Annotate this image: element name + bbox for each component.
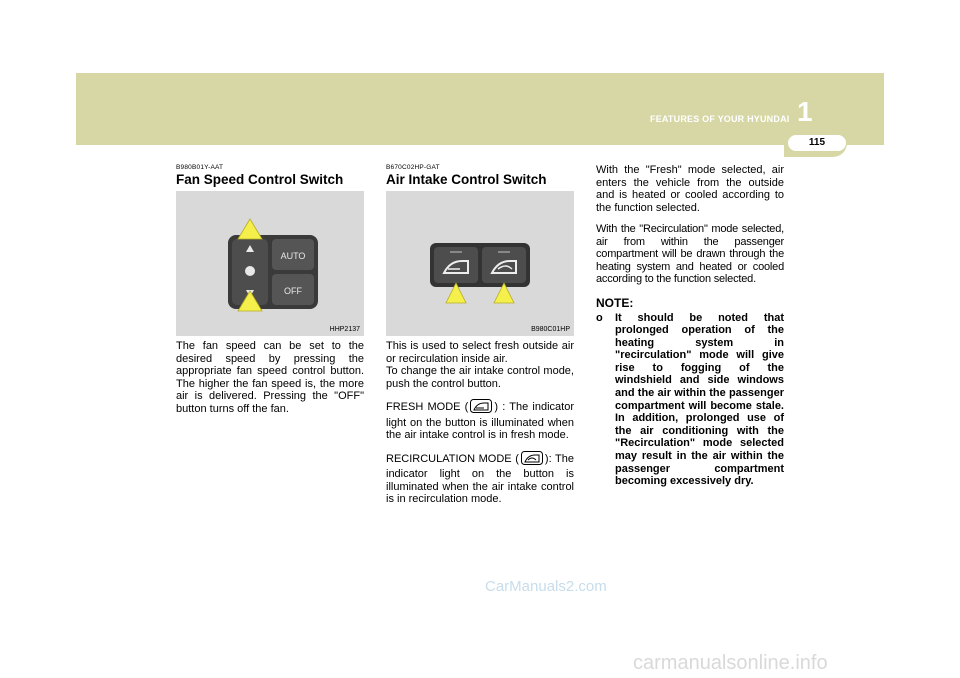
fresh-mode-description: ) : The indicator light on the button is illuminated when the air intake control is in fresh mode.	[386, 401, 574, 441]
header-band	[76, 73, 884, 145]
air-intake-panel-illustration	[386, 191, 574, 336]
watermark-carmanuals2: CarManuals2.com	[485, 578, 607, 595]
note-bullet: o	[596, 311, 603, 324]
section-code: B670C02HP-GAT	[386, 164, 440, 171]
note-heading: NOTE:	[596, 295, 634, 310]
watermark-carmanualsonline: carmanualsonline.info	[633, 652, 828, 674]
figure-label: B980C01HP	[531, 326, 570, 333]
fresh-explanation-paragraph: With the "Fresh" mode selected, air enters the vehicle from the outside and is heated or cooled according to the function selected.	[596, 164, 784, 214]
section-title: FEATURES OF YOUR HYUNDAI	[650, 114, 790, 124]
recirc-mode-label: RECIRCULATION MODE (	[386, 452, 519, 465]
note-item	[596, 312, 784, 488]
fan-speed-paragraph: The fan speed can be set to the desired speed by pressing the appropriate fan speed control button. The higher the fan speed is, the more air is delivered. Pressing the "OFF" button turns off the fan.	[176, 340, 364, 415]
recirc-mode-description: ): The indicator light on the button is illuminated when the air intake control is in recirculation mode.	[386, 452, 574, 505]
recirc-mode-paragraph	[386, 451, 574, 506]
recirculation-icon	[521, 451, 543, 469]
column-air-intake	[386, 164, 574, 506]
section-code: B980B01Y-AAT	[176, 164, 224, 171]
fan-control-panel-illustration	[176, 191, 364, 336]
fresh-mode-paragraph	[386, 399, 574, 442]
recirc-explanation-paragraph: With the "Recirculation" mode selected, air from within the passenger compartment will be drawn through the heating system and heated or cooled according to the function selected.	[596, 223, 784, 285]
page-number: 115	[788, 135, 846, 151]
auto-button-label: AUTO	[280, 251, 306, 261]
air-intake-figure	[386, 191, 574, 336]
fresh-mode-label: FRESH MODE (	[386, 401, 469, 413]
instruction-paragraph: To change the air intake control mode, push the control button.	[386, 365, 574, 390]
section-heading: Fan Speed Control Switch	[176, 172, 344, 187]
column-notes	[596, 164, 784, 488]
fan-speed-figure	[176, 191, 364, 336]
column-fan-speed	[176, 164, 364, 415]
off-button-label: OFF	[284, 286, 302, 296]
figure-label: HHP2137	[329, 326, 360, 333]
note-text: It should be noted that prolonged operation of the heating system in "recirculation" mode will give rise to fogging of the windshield and side windows and the air within the passenger compartment will become stale. In addition, prolonged use of the air conditioning with the "Recirculation" mode selected may result in the air within the passenger compartment becoming excessively dry.	[615, 311, 784, 488]
chapter-number: 1	[797, 96, 813, 127]
intro-paragraph: This is used to select fresh outside air or recirculation inside air.	[386, 340, 574, 365]
fresh-air-icon	[470, 399, 492, 417]
section-heading: Air Intake Control Switch	[386, 172, 547, 187]
